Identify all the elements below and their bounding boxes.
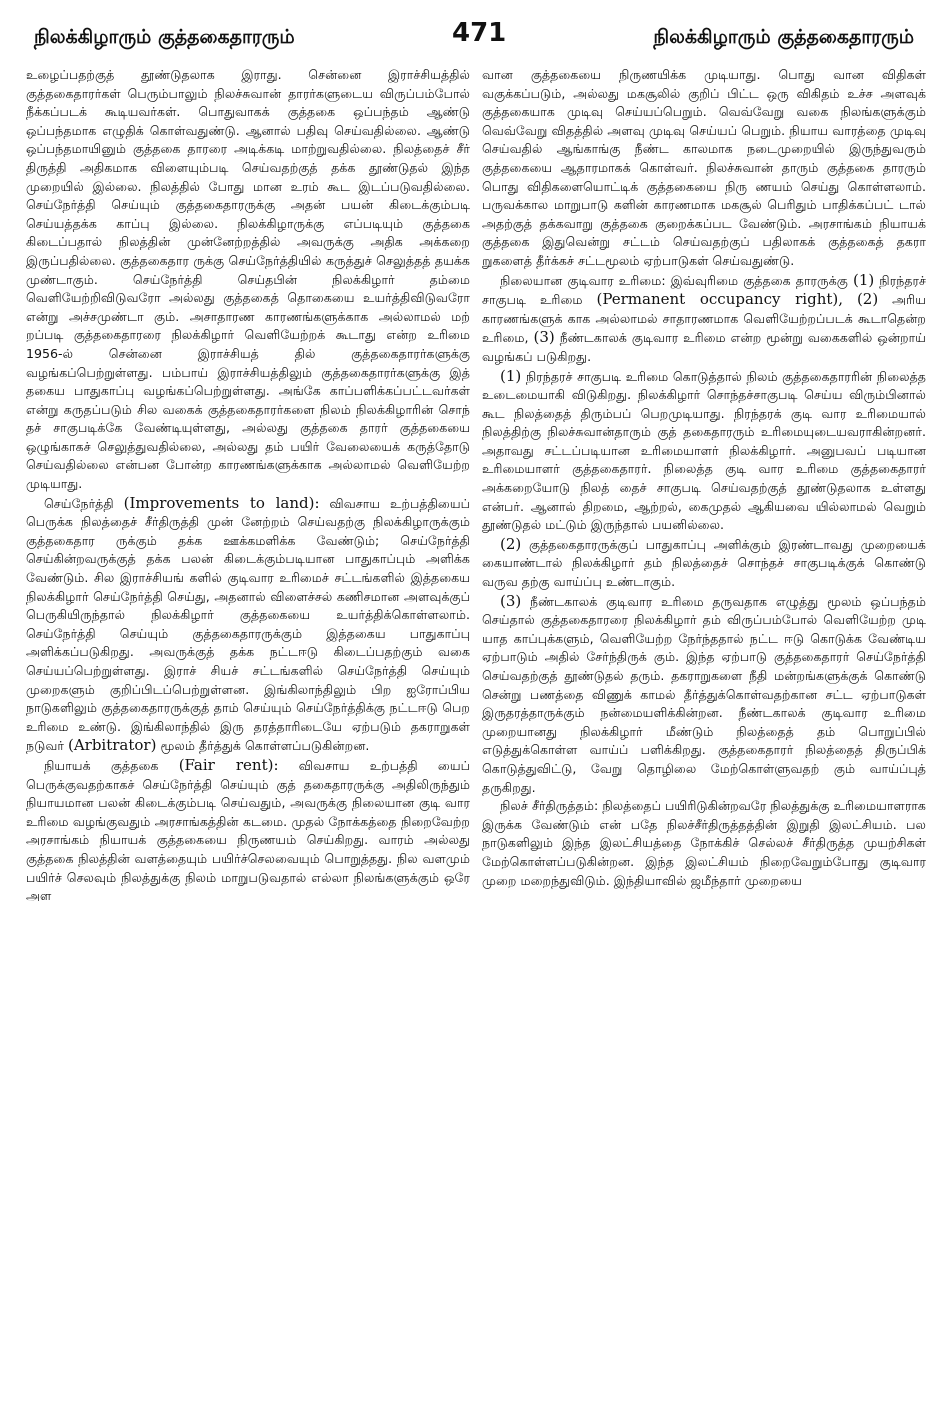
right-column [482, 66, 926, 1411]
page-number: 471 [452, 18, 507, 48]
paragraph-improvements: செய்நேர்த்தி (Improvements to land): விவசாய உற்பத்தியைப் பெருக்க நிலத்தைச் சீர்திருத்தி முன் னேற்றம் செய்வதற்கு நிலக்கிழாருக்கும் குத்தகைதார ருக்கும் தக்க ஊக்கமளிக்க வேண்டும்; செய்நேர்த்தி செய்கின்றவருக்குத் தக்க பலன் கிடைக்கும்படியான பாதுகாப்பும் அளிக்க வேண்டும். சில இராச்சியங் களில் குடிவார உரிமைச் சட்டங்களில் இத்தகைய நிலக்கிழார் செய்நேர்த்தி செய்து, அதனால் விளைச்சல் கணிசமான அளவுக்குப் பெருகியிருந்தால் நிலக்கிழார் குத்தகையை உயர்த்திக்கொள்ளலாம். செய்நேர்த்தி செய்யும் குத்தகைதாரருக்கும் இத்தகைய பாதுகாப்பு அளிக்கப்படுகிறது. அவருக்குத் தக்க நட்டஈடு கிடைப்பதற்கும் வகை செய்யப்பெற்றுள்ளது. இராச் சியச் சட்டங்களில் செய்நேர்த்தி செய்யும் முறைகளும் குறிப்பிடப்பெற்றுள்ளன. இங்கிலாந்திலும் பிற ஐரோப்பிய நாடுகளிலும் குத்தகைதாரருக்குத் தாம் செய்யும் செய்நேர்த்திக்கு நட்டஈடு பெற உரிமை உண்டு. இங்கிலாந்தில் இரு தரத்தாரிடையே ஏற்படும் தகராறுகள் நடுவர் (Arbitrator) மூலம் தீர்த்துக் கொள்ளப்படுகின்றன. [26, 493, 470, 755]
running-head-right: நிலக்கிழாரும் குத்தகைதாரரும் [653, 26, 914, 48]
english-term: (Arbitrator) [67, 736, 157, 755]
section-heading: நிலச் சீர்திருத்தம்: [500, 798, 603, 814]
english-term: (Permanent occupancy right), [596, 290, 844, 309]
section-heading: நியாயக் குத்தகை [44, 757, 179, 773]
section-heading: நிலையான குடிவார உரிமை: இவ்வுரிமை குத்தகை தாரருக்கு [500, 272, 853, 288]
page-header [0, 18, 940, 62]
paragraph-numbered-2: (2) குத்தகைதாரருக்குப் பாதுகாப்பு அளிக்கும் இரண்டாவது முறையைக் கையாண்டால் நிலக்கிழார் தம் நிலத்தைச் சொந்தச் சாகுபடிக்குக் கொண்டு வருவ தற்கு வாய்ப்பு உண்டாகும். [482, 534, 926, 590]
english-term: (Fair rent): [178, 755, 279, 774]
paragraph-fair-rent: நியாயக் குத்தகை (Fair rent): விவசாய உற்பத்தி யைப் பெருக்குவதற்காகச் செய்நேர்த்தி செய்யும் குத் தகைதாரருக்கு அதிலிருந்தும் நியாயமான பலன் கிடைக்கும்படி செய்வதும், அவருக்கு நிலையான குடி வார உரிமை வழங்குவதும் அரசாங்கத்தின் கடமை. முதல் நோக்கத்தை நிறைவேற்ற அரசாங்கம் நியாயக் குத்தகையை நிருணயம் செய்கிறது. வாரம் அல்லது குத்தகை நிலத்தின் வளத்தையும் பயிர்ச்செலவையும் பொறுத்தது. நில வளமும் பயிர்ச் செலவும் நிலத்துக்கு நிலம் மாறுபடுவதால் எல்லா நிலங்களுக்கும் ஒரே அள [26, 755, 470, 904]
english-term: (Improvements to land): [123, 493, 320, 512]
paragraph-numbered-3: (3) நீண்டகாலக் குடிவார உரிமை தருவதாக எழுத்து மூலம் ஒப்பந்தம் செய்தால் குத்தகைதாரரை நிலக்கிழார் தம் விருப்பம்போல் வெளியேற்ற முடி யாத காப்புக்களும், வெளியேற்ற நேர்ந்ததால் நட்ட ஈடு கொடுக்க வேண்டிய ஏற்பாடும் அதில் சேர்ந்திருக் கும். இந்த ஏற்பாடு குத்தகைதாரர் செய்நேர்த்தி செய்வதற்குத் தூண்டுதல் தரும். தகராறுகளை நீதி மன்றங்களுக்குக் கொண்டு சென்று பணத்தை விணுக் காமல் தீர்த்துக்கொள்வதற்கான சட்ட ஏற்பாடுகள் இருதரத்தாருக்கும் நன்மையளிக்கின்றன. நீண்டகாலக் குடிவார உரிமை முறையானது நிலக்கிழார் மீண்டும் நிலத்தைத் தம் பொறுப்பில் எடுத்துக்கொள்ள வாய்ப் பளிக்கிறது. குத்தகைதாரர் நிலத்தைத் திருப்பிக் கொடுத்துவிட்டு, வேறு தொழிலை மேற்கொள்ளுவதற் கும் வாய்ப்புத் தருகிறது. [482, 591, 926, 795]
paragraph: வான குத்தகையை நிருணயிக்க முடியாது. பொது வான விதிகள் வகுக்கப்படும், அல்லது மகசூலில் குறிப் பிட்ட ஒரு விகிதம் உச்ச அளவுக் குத்தகையாக முடிவு செய்யப்பெறும். வெவ்வேறு வகை நிலங்களுக்கும் வெவ்வேறு விதத்தில் அளவு முடிவு செய்யப் பெறும். நியாய வாரத்தை முடிவு செய்வதில் ஆங்காங்கு நீண்ட காலமாக நடைமுறையில் இருந்துவரும் குத்தகையை ஆதாரமாகக் கொள்வர். நிலச்சுவான் தாரும் குத்தகை தாரரும் பொது விதிகளையொட்டிக் குத்தகையை நிரு ணயம் செய்து கொள்ளலாம். பருவக்கால மாறுபாடு களின் காரணமாக மகசூல் பெரிதும் பாதிக்கப்பட் டால் அதற்குத் தக்கவாறு குத்தகை குறைக்கப்பட வேண்டும். அரசாங்கம் நியாயக் குத்தகை இதுவென்று சட்டம் செய்வதற்குப் பதிலாகக் குத்தகைத் தகரா றுகளைத் தீர்க்கச் சட்டமூலம் ஏற்பாடுகள் செய்வதுண்டு. [482, 67, 926, 268]
left-column [26, 66, 470, 1411]
running-head-left: நிலக்கிழாரும் குத்தகைதாரரும் [34, 26, 295, 48]
section-heading: செய்நேர்த்தி [44, 495, 124, 511]
paragraph-tenancy-rights: நிலையான குடிவார உரிமை: இவ்வுரிமை குத்தகை தாரருக்கு (1) நிரந்தரச் சாகுபடி உரிமை (Permanent occupancy right), (2) அரிய காரணங்களுக் காக அல்லாமல் சாதாரணமாக வெளியேற்றப்படக் கூடாதென்ற உரிமை, (3) நீண்டகாலக் குடிவார உரிமை என்ற மூன்று வகைகளில் ஒன்றாய் வழங்கப் படுகிறது. [482, 270, 926, 364]
paragraph: உழைப்பதற்குத் தூண்டுதலாக இராது. சென்னை இராச்சியத்தில் குத்தகைதாரர்கள் பெரும்பாலும் நிலச்சுவான் தாரர்களுடைய விருப்பம்போல் நீக்கப்படக் கூடியவர்கள். பொதுவாகக் குத்தகை ஒப்பந்தம் ஆண்டு ஒப்பந்தமாக எழுதிக் கொள்வதுண்டு. ஆனால் பதிவு செய்வதில்லை. ஆண்டு ஒப்பந்தமாயினும் குத்தகை தாரரை அடிக்கடி மாற்றுவதில்லை. நிலத்தைச் சீர் திருத்தி அதிகமாக விளையும்படி செய்வதற்குத் தக்க தூண்டுதல் இந்த முறையில் இல்லை. நிலத்தில் போது மான உரம் கூட இடப்படுவதில்லை. செய்நேர்த்தி செய்யும் குத்தகைதாரருக்கு அதன் பயன் கிடைக்கும்படி செய்யத்தக்க காப்பு இல்லை. நிலக்கிழாருக்கு எப்படியும் குத்தகை கிடைப்பதால் நிலத்தின் முன்னேற்றத்தில் அவருக்கு அதிக அக்கறை இருப்பதில்லை. குத்தகைதார ருக்கு செய்நேர்த்தியில் கருத்துச் செலுத்தத் தயக்க முண்டாகும். செய்நேர்த்தி செய்தபின் நிலக்கிழார் தம்மை வெளியேற்றிவிடுவரோ அல்லது குத்தகைத் தொகையை உயர்த்திவிடுவரோ என்று அச்சமுண்டா கும். அசாதாரண காரணங்களுக்காக அல்லாமல் மற் றப்படி குத்தகைதாரரை நிலக்கிழார் வெளியேற்றக் கூடாது என்ற உரிமை 1956-ல் சென்னை இராச்சியத் தில் குத்தகைதாரர்களுக்கு வழங்கப்பெற்றுள்ளது. பம்பாய் இராச்சியத்திலும் குத்தகைதாரர்களுக்கு இத் தகைய பாதுகாப்பு வழங்கப்பெற்றுள்ளது. அங்கே காப்பளிக்கப்பட்டவர்கள் என்று கருதப்படும் சில வகைக் குத்தகைதாரர்களை நிலம் நிலக்கிழாரின் சொந் தச் சாகுபடிக்கே வேண்டியுள்ளது, அல்லது குத்தகை தாரர் குத்தகையை ஒழுங்காகச் செலுத்துவதில்லை, அல்லது தம் பயிர் வேலையைக் கருத்தோடு செய்வதில்லை என்பன போன்ற காரணங்களுக்காக அல்லாமல் வெளியேற்ற முடியாது. [26, 67, 470, 492]
paragraph-numbered-1: (1) நிரந்தரச் சாகுபடி உரிமை கொடுத்தால் நிலம் குத்தகைதாரரின் நிலைத்த உடைமையாகி விடுகிறது. நிலக்கிழார் சொந்தச்சாகுபடி செய்ய விரும்பினால் கூட நிலத்தைத் திரும்பப் பெறமுடியாது. நிரந்தரக் குடி வார உரிமையால் நிலத்திற்கு நிலச்சுவான்தாரும் குத் தகைதாரரும் உரிமையுடையவராகின்றனர். அதாவது சட்டப்படியான உரிமையாளர் நிலக்கிழார். அனுபவப் படியான உரிமையாளர் குத்தகைதாரர். நிலைத்த குடி வார உரிமை குத்தகைதாரர் அக்கறையோடு நிலத் தைச் சாகுபடி செய்வதற்குத் தூண்டுதலாக உள்ளது என்பர். ஆனால் திறமை, ஆற்றல், கைமுதல் ஆகியவை யில்லாமல் வெறும் தூண்டுதல் மட்டும் இருந்தால் பயனில்லை. [482, 366, 926, 533]
paragraph-land-reform: நிலச் சீர்திருத்தம்: நிலத்தைப் பயிரிடுகின்றவரே நிலத்துக்கு உரிமையாளராக இருக்க வேண்டும் என் பதே நிலச்சீர்திருத்தத்தின் இறுதி இலட்சியம். பல நாடுகளிலும் இந்த இலட்சியத்தை நோக்கிச் செல்லச் சீர்திருத்த முயற்சிகள் மேற்கொள்ளப்படுகின்றன. இந்த இலட்சியம் நிறைவேறும்போது குடிவார முறை மறைந்துவிடும். இந்தியாவில் ஜமீந்தார் முறையை [482, 798, 926, 888]
